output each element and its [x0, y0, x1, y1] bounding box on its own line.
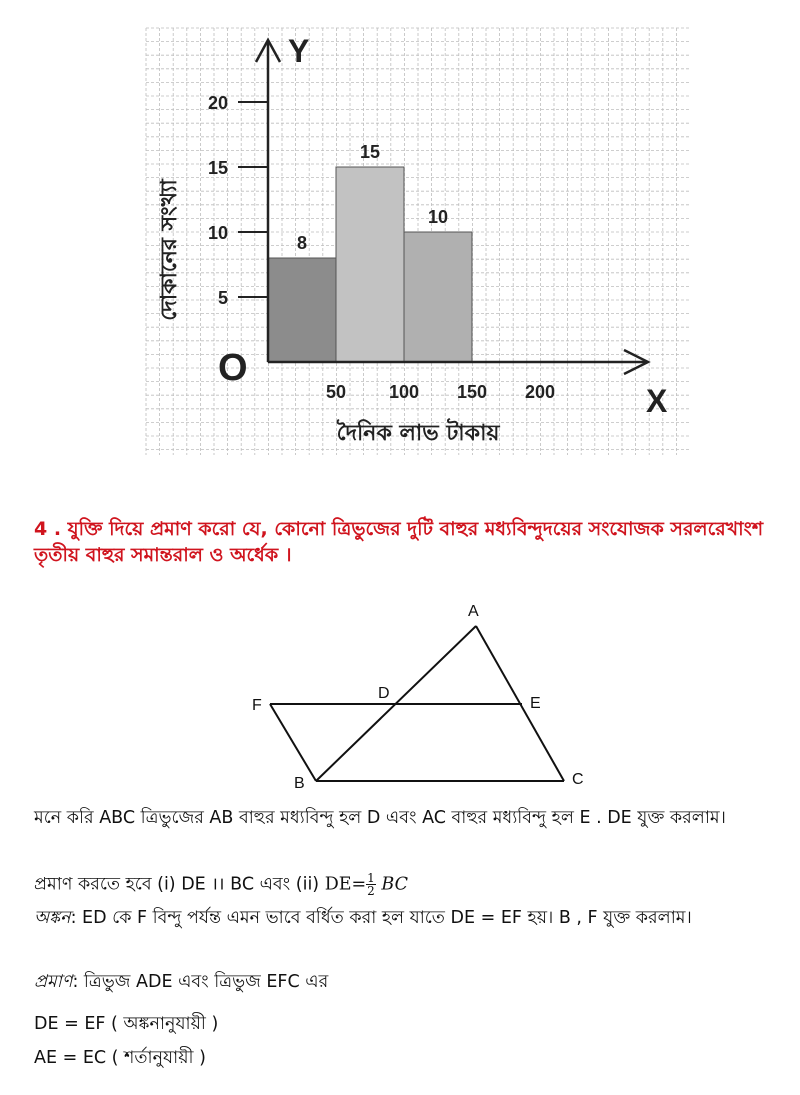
question-4: 4 . যুক্তি দিয়ে প্রমাণ করো যে, কোনো ত্রিভুজের দুটি বাহুর মধ্যবিন্দুদয়ের সংযোজক সরলরেখাংশ তৃতীয় বাহুর সমান্তরাল ও অর্ধেক ।	[34, 518, 764, 566]
origin-label: O	[218, 347, 248, 389]
label-e: E	[530, 695, 541, 712]
to-prove-de: DE=	[324, 874, 367, 895]
proof-label: প্রমাণ	[34, 972, 73, 992]
fraction-half	[366, 872, 376, 897]
y-tick-label: 10	[207, 223, 228, 243]
to-prove-bc: BC	[381, 874, 408, 895]
proof-step-1: DE = EF ( অঙ্কনানুযায়ী )	[34, 1014, 219, 1034]
bar-value-label: 10	[427, 207, 449, 227]
x-tick-label: 100	[388, 382, 420, 402]
proof-text: : ত্রিভুজ ADE এবং ত্রিভুজ EFC এর	[72, 972, 329, 992]
bar-value-label: 8	[296, 233, 308, 253]
construction-paragraph	[34, 906, 794, 931]
construction-text: : ED কে F বিন্দু পর্যন্ত এমন ভাবে বর্ধিত করা হল যাতে DE = EF হয়। B , F যুক্ত করলাম।	[70, 908, 692, 928]
label-d: D	[378, 685, 390, 702]
proof-intro: মনে করি ABC ত্রিভুজের AB বাহুর মধ্যবিন্দু হল D এবং AC বাহুর মধ্যবিন্দু হল E . DE যুক্ত করলাম।	[34, 808, 726, 828]
fraction-numerator: 1	[367, 871, 375, 885]
y-tick-label: 5	[217, 288, 228, 308]
label-b: B	[294, 775, 305, 792]
x-tick-label: 200	[524, 382, 556, 402]
to-prove-line	[34, 872, 794, 898]
x-axis-letter: X	[646, 383, 668, 419]
bar-value-label: 15	[359, 142, 381, 162]
label-a: A	[468, 603, 479, 620]
y-axis-letter: Y	[288, 33, 310, 69]
proof-step-2: AE = EC ( শর্তানুযায়ী )	[34, 1048, 206, 1068]
x-tick-label: 50	[325, 382, 347, 402]
label-c: C	[572, 771, 584, 788]
y-tick-label: 20	[207, 93, 228, 113]
to-prove-text: প্রমাণ করতে হবে (i) DE ।। BC এবং (ii)	[34, 874, 325, 895]
label-f: F	[252, 697, 262, 714]
proof-paragraph	[34, 970, 794, 995]
x-axis-label: দৈনিক লাভ টাকায়	[336, 421, 500, 446]
construction-label: অঙ্কন	[34, 908, 71, 928]
y-tick-label: 15	[207, 158, 228, 178]
x-tick-label: 150	[456, 382, 488, 402]
fraction-denominator: 2	[367, 884, 375, 898]
y-axis-label: দোকানের সংখ্যা	[157, 179, 182, 321]
line-bf	[270, 704, 316, 781]
